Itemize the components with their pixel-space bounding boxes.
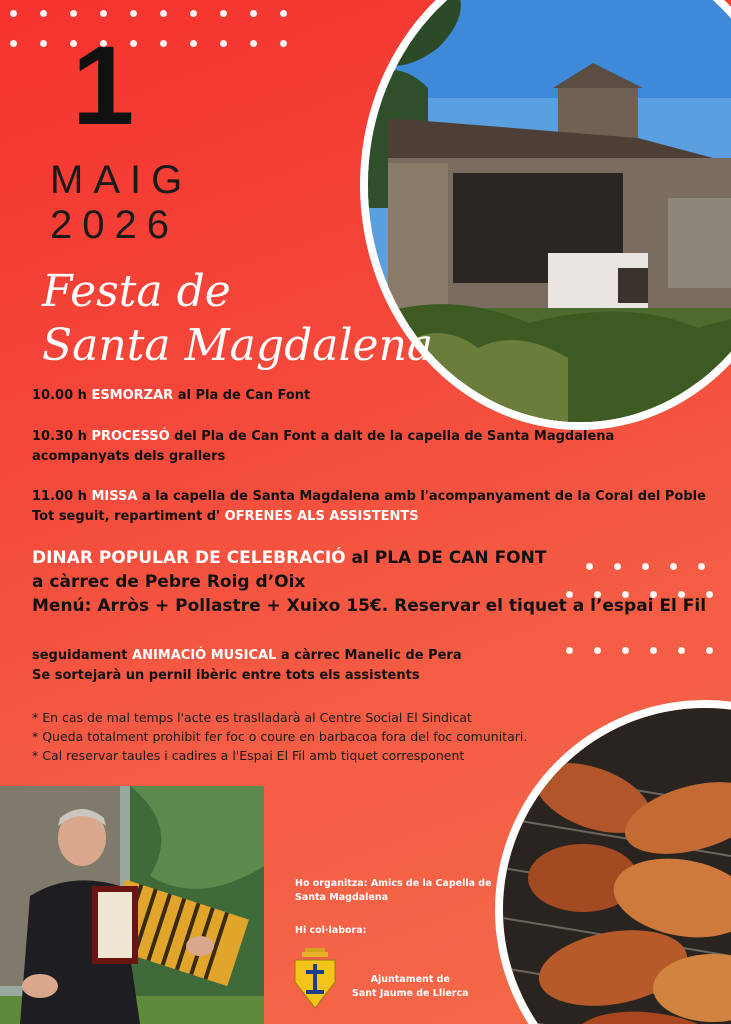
- lunch-menu: Menú: Arròs + Pollastre + Xuixo 15€. Reservar el tiquet a l’espai El Fil: [32, 596, 707, 616]
- note-item: * Queda totalment prohibit fer foc o coure en barbacoa fora del foc comunitari.: [32, 729, 528, 744]
- music-prefix: seguidament: [32, 648, 133, 663]
- program-highlight: PROCESSÓ: [91, 429, 170, 444]
- date-month: MAIG: [50, 158, 193, 202]
- program-highlight: OFRENES ALS ASSISTENTS: [224, 509, 419, 524]
- grill-photo: [495, 700, 731, 1024]
- lunch-highlight: DINAR POPULAR DE CELEBRACIÓ: [32, 548, 346, 568]
- program-text-line2: acompanyats dels grallers: [32, 449, 226, 464]
- date-year: 2026: [50, 203, 179, 247]
- program-time: 10.00 h: [32, 388, 92, 403]
- program-time: 10.30 h: [32, 429, 92, 444]
- decorative-dots-top: [10, 10, 300, 50]
- organizer-line2: Santa Magdalena: [295, 892, 389, 903]
- coat-of-arms-shield-icon: [292, 948, 338, 1010]
- council-line2: Sant Jaume de Llierca: [352, 988, 469, 999]
- musician-photo: [0, 786, 264, 1024]
- program-item-mass: [32, 487, 706, 527]
- organizer-line1: Ho organitza: Amics de la Capella de: [295, 878, 492, 889]
- program-text: del Pla de Can Font a dalt de la capella de Santa Magdalena: [169, 429, 615, 444]
- music-raffle: Se sortejarà un pernil ibèric entre tots els assistents: [32, 668, 420, 683]
- program-text: a la capella de Santa Magdalena amb l'acompanyament de la Coral del Poble: [137, 489, 706, 504]
- program-text: Tot seguit, repartiment d': [32, 509, 225, 524]
- music-performer: a càrrec Manelic de Pera: [276, 648, 462, 663]
- event-title-line1: Festa de: [42, 266, 231, 317]
- program-time: 11.00 h: [32, 489, 92, 504]
- date-day: 1: [72, 23, 135, 148]
- program-highlight: ESMORZAR: [91, 388, 174, 403]
- note-item: * Cal reservar taules i cadires a l'Espai El Fil amb tiquet corresponent: [32, 748, 465, 763]
- program-item-procession: [32, 427, 614, 467]
- music-highlight: ANIMACIÓ MUSICAL: [132, 648, 277, 663]
- program-text: al Pla de Can Font: [173, 388, 311, 403]
- event-title: [42, 265, 433, 373]
- music-section: [32, 646, 462, 686]
- lunch-location: al PLA DE CAN FONT: [345, 548, 547, 568]
- organizer-credit: [295, 877, 492, 905]
- event-title-line2: Santa Magdalena: [42, 320, 434, 371]
- council-line1: Ajuntament de: [370, 974, 450, 985]
- collaborator-label: Hi col·labora:: [295, 925, 367, 936]
- program-item-breakfast: [32, 386, 310, 406]
- council-credit: [352, 973, 469, 1001]
- note-item: * En cas de mal temps l'acte es traslladarà al Centre Social El Sindicat: [32, 710, 472, 725]
- lunch-section: [32, 546, 706, 618]
- notes-list: [32, 708, 527, 765]
- program-highlight: MISSA: [91, 489, 138, 504]
- lunch-caterer: a càrrec de Pebre Roig d’Oix: [32, 572, 306, 592]
